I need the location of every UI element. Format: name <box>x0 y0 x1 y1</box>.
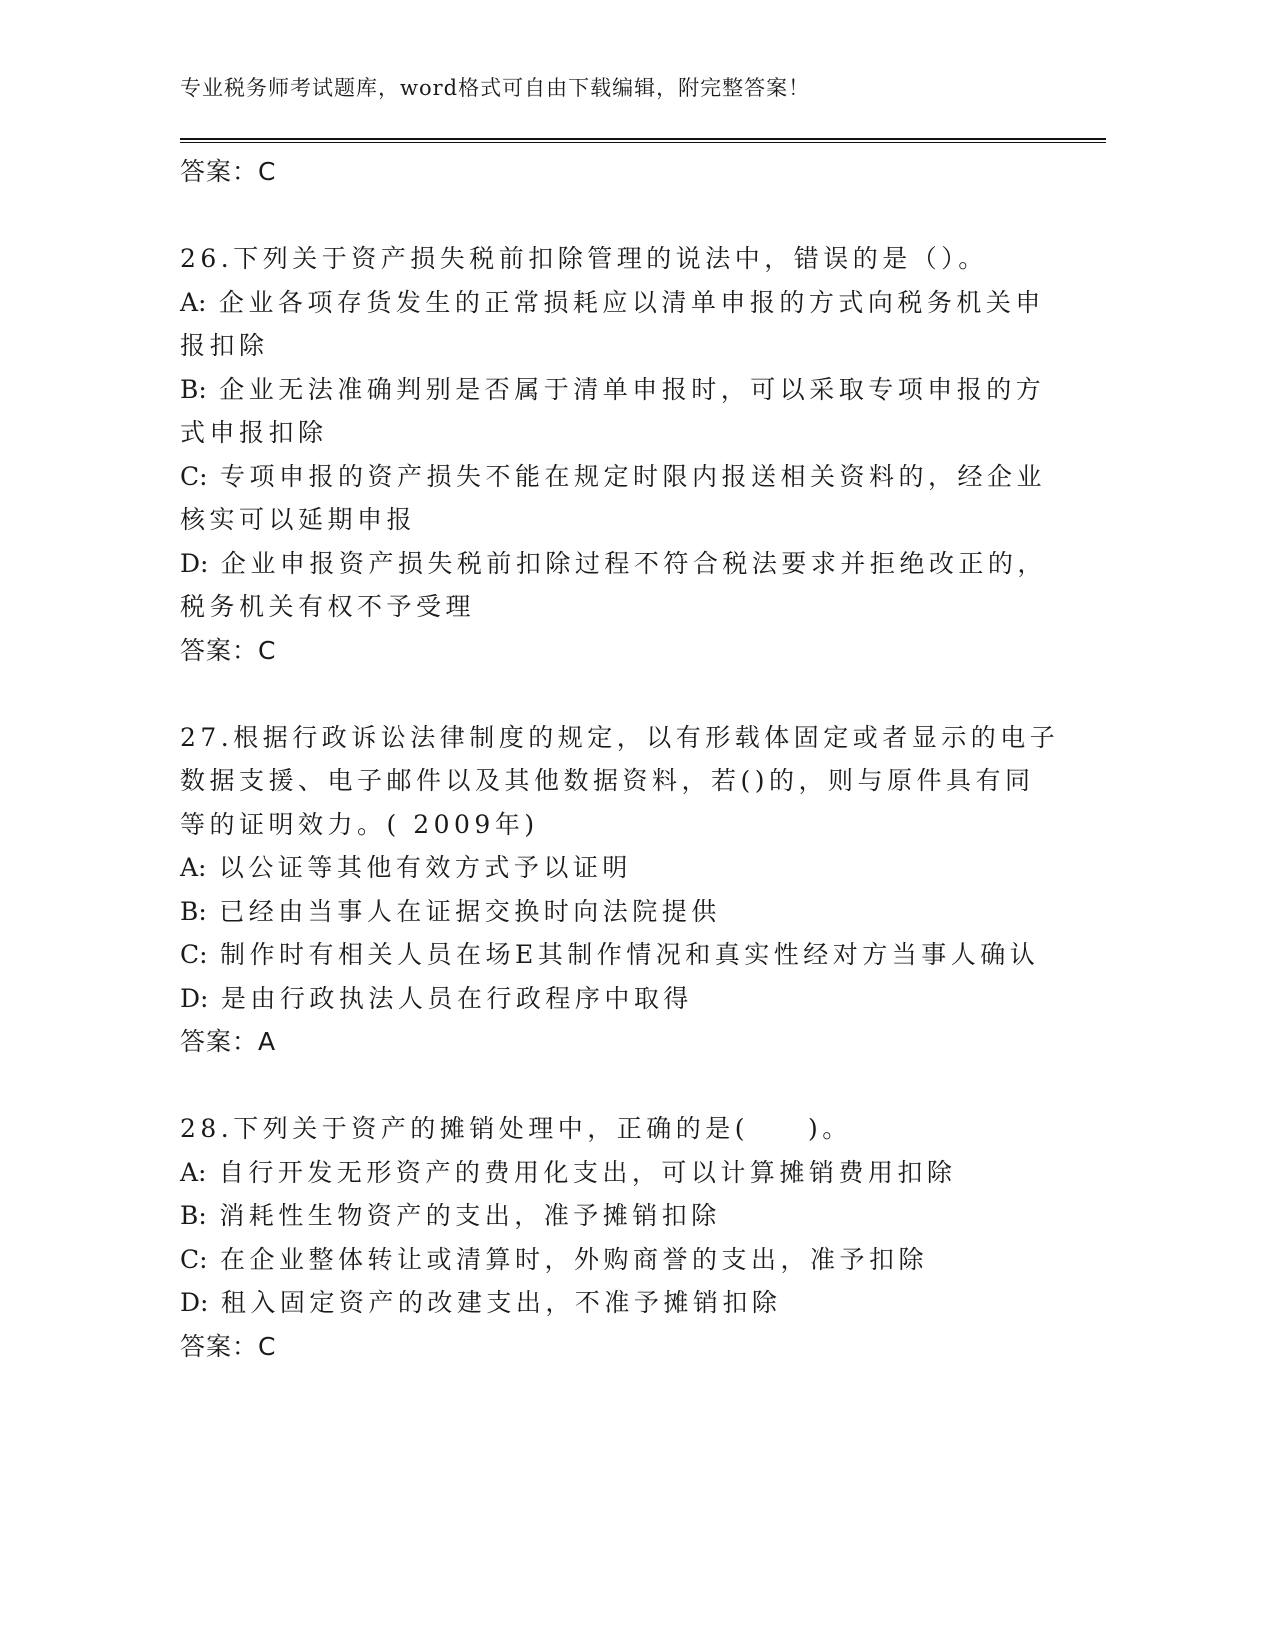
option-b <box>180 890 1060 934</box>
document-body <box>180 150 1060 1369</box>
option-b <box>180 1194 1060 1238</box>
option-text: 租入固定资产的改建支出，不准予摊销扣除 <box>208 1288 782 1317</box>
option-d <box>180 542 1060 629</box>
option-a <box>180 281 1060 368</box>
option-label: C: <box>180 461 208 491</box>
option-b <box>180 368 1060 455</box>
option-text: 已经由当事人在证据交换时向法院提供 <box>206 896 721 926</box>
option-c <box>180 1238 1060 1282</box>
option-text: 在企业整体转让或清算时，外购商誉的支出，准予扣除 <box>207 1244 929 1274</box>
option-label: D: <box>180 548 209 578</box>
option-label: A: <box>180 853 207 882</box>
option-text: 企业无法准确判别是否属于清单申报时，可以采取专项申报的方式申报扣除 <box>180 374 1046 447</box>
question-stem: 26.下列关于资产损失税前扣除管理的说法中，错误的是（）。 <box>180 244 988 273</box>
option-text: 是由行政执法人员在行政程序中取得 <box>208 983 693 1013</box>
option-text: 制作时有相关人员在场E其制作情况和真实性经对方当事人确认 <box>207 940 1040 969</box>
page-header: 专业税务师考试题库，word格式可自由下载编辑，附完整答案！ <box>180 76 811 100</box>
question-26 <box>180 237 1060 673</box>
option-text: 以公证等其他有效方式予以证明 <box>206 853 632 882</box>
option-label: B: <box>180 374 207 404</box>
option-label: A: <box>180 1157 207 1187</box>
question-28 <box>180 1107 1060 1369</box>
option-c <box>180 455 1060 542</box>
option-text: 消耗性生物资产的支出，准予摊销扣除 <box>206 1201 721 1230</box>
option-d <box>180 977 1060 1021</box>
option-label: C: <box>180 1244 208 1274</box>
previous-answer: 答案：C <box>180 157 277 186</box>
header-divider <box>180 138 1106 143</box>
option-text: 专项申报的资产损失不能在规定时限内报送相关资料的，经企业核实可以延期申报 <box>180 461 1047 534</box>
option-d <box>180 1281 1060 1325</box>
option-label: C: <box>180 940 208 969</box>
option-c <box>180 933 1060 977</box>
answer-line: 答案：C <box>180 1331 277 1361</box>
option-text: 自行开发无形资产的费用化支出，可以计算摊销费用扣除 <box>206 1157 957 1187</box>
question-stem: 28.下列关于资产的摊销处理中，正确的是( )。 <box>180 1114 852 1143</box>
option-text: 企业申报资产损失税前扣除过程不符合税法要求并拒绝改正的，税务机关有权不予受理 <box>180 548 1047 621</box>
option-label: A: <box>180 287 207 317</box>
option-a <box>180 846 1060 890</box>
option-label: B: <box>180 1201 207 1230</box>
question-stem: 27.根据行政诉讼法律制度的规定，以有形载体固定或者显示的电子数据支援、电子邮件以及其他数据资料，若()的，则与原件具有同等的证明效力。( 2009年) <box>180 722 1060 839</box>
answer-line: 答案：A <box>180 1027 277 1056</box>
answer-line: 答案：C <box>180 635 277 665</box>
question-27 <box>180 716 1060 1065</box>
option-text: 企业各项存货发生的正常损耗应以清单申报的方式向税务机关申报扣除 <box>180 287 1045 360</box>
option-label: B: <box>180 896 207 926</box>
option-a <box>180 1151 1060 1195</box>
option-label: D: <box>180 983 209 1013</box>
option-label: D: <box>180 1288 209 1317</box>
